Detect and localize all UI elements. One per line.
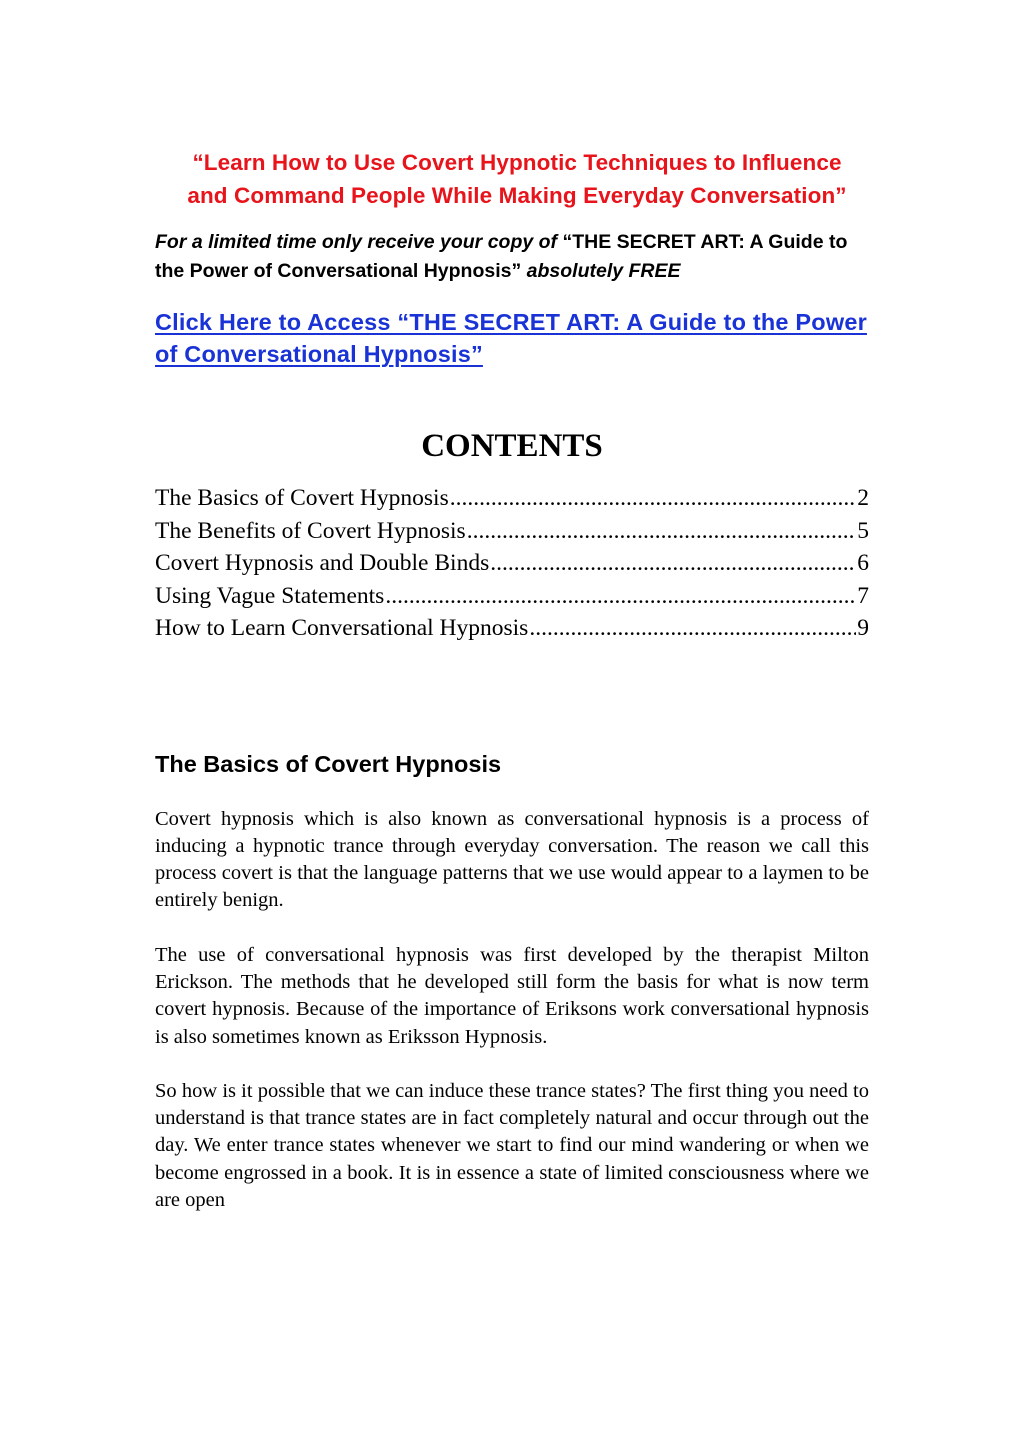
toc-leader-dots — [490, 547, 856, 580]
toc-entry-page: 5 — [857, 517, 869, 544]
body-paragraph: So how is it possible that we can induce these trance states? The first thing you need to understand is that trance states are in fact completely natural and occur through out the day. We enter trance states whenever we start to find our mind wandering or when we become engrossed in a book. It is in essence a state of limited consciousness where we are open — [155, 1079, 869, 1212]
offer-intro: For a limited time only receive your copy of — [155, 231, 558, 253]
toc-leader-dots — [467, 515, 857, 548]
body-paragraph: Covert hypnosis which is also known as conversational hypnosis is a process of inducing a hypnotic trance through everyday conversation. The reason we call this process covert is that the language patterns that we use would appear to a laymen to be entirely benign. — [155, 807, 869, 912]
toc-entry-title: How to Learn Conversational Hypnosis — [155, 615, 529, 641]
toc-entry-title: Using Vague Statements — [155, 582, 385, 609]
toc-entry-page: 9 — [857, 615, 869, 641]
toc-entry-title: Covert Hypnosis and Double Binds — [155, 550, 490, 576]
access-book-link[interactable]: Click Here to Access “THE SECRET ART: A Guide to the Power of Conversational Hypnosis” — [155, 309, 867, 367]
toc-entry[interactable] — [155, 612, 869, 645]
toc-entry-page: 2 — [857, 485, 869, 511]
toc-leader-dots — [529, 612, 856, 645]
offer-text — [155, 228, 869, 286]
contents-heading: CONTENTS — [421, 428, 603, 464]
body-paragraph: The use of conversational hypnosis was first developed by the therapist Milton Erickson. The methods that he developed still form the basis for what is now term covert hypnosis. Because of the importance of Eriksons work conversational hypnosis is also sometimes known as Eriksson Hypnosis. — [155, 943, 869, 1048]
section-heading: The Basics of Covert Hypnosis — [155, 750, 502, 777]
toc-leader-dots — [450, 482, 857, 515]
promo-headline: “Learn How to Use Covert Hypnotic Techniques to Influence and Command People While Making Everyday Conversation” — [187, 150, 847, 208]
table-of-contents — [155, 482, 869, 645]
offer-outro: absolutely FREE — [526, 260, 681, 282]
toc-entry[interactable] — [155, 482, 869, 515]
toc-entry[interactable] — [155, 580, 869, 613]
toc-entry[interactable] — [155, 547, 869, 580]
toc-entry[interactable] — [155, 515, 869, 548]
toc-entry-title: The Benefits of Covert Hypnosis — [155, 517, 466, 544]
toc-entry-title: The Basics of Covert Hypnosis — [155, 485, 449, 511]
page-content — [155, 146, 869, 1214]
toc-entry-page: 6 — [857, 550, 869, 576]
toc-entry-page: 7 — [857, 582, 869, 609]
toc-leader-dots — [385, 580, 856, 613]
offer-book-title: “THE SECRET ART: A Guide to the Power of Conversational Hypnosis” — [155, 231, 848, 282]
